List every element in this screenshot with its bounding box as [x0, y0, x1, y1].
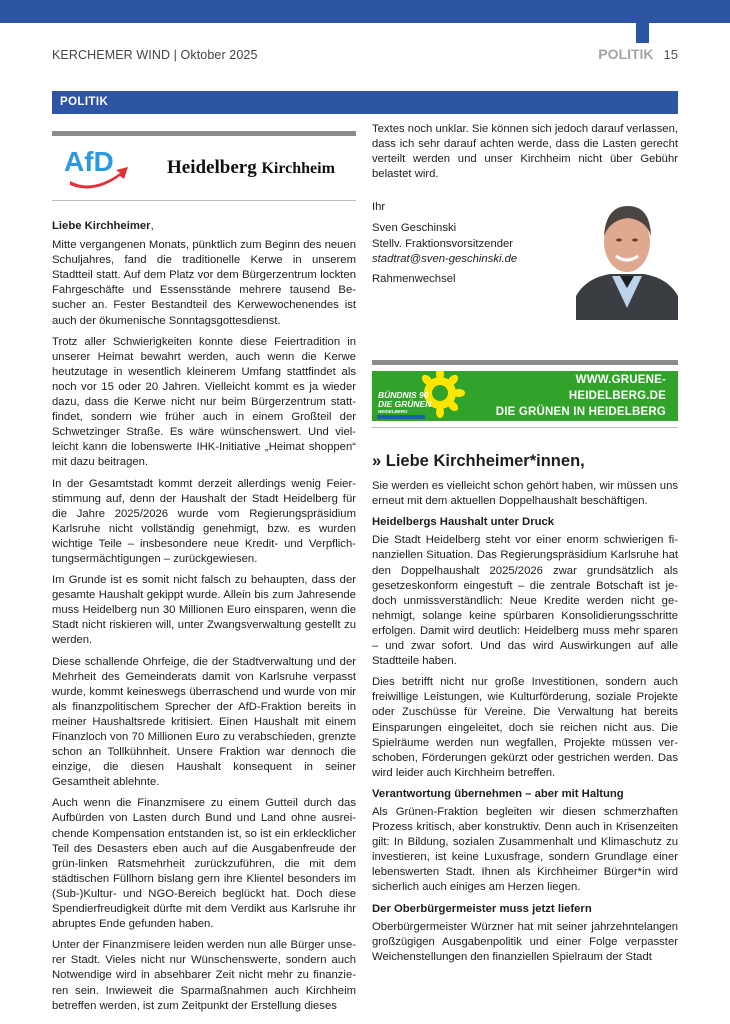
afd-paragraph: Auch wenn die Finanzmisere zu einem Gutteil durch das Aufbürden von Lasten durch Bund und Land ohne ausreichende Kompensation entstanden ist, so ist ein erklecklicher Teil des Desasters eben auch auf die Ausgabenfreude der grün-linken Ratsmehrheit zurückzuführen, die mit dem städtischen Füllhorn bislang gern ihre Klientel besonders im (Sub-)Kultur- und NGO-Bereich beglückt hat. Doch diese Spendierfreudigkeit dürfte mit dem Verdikt aus Karlsruhe ihr abruptes Ende gefunden haben.: [52, 797, 356, 931]
gruene-paragraph: Oberbürgermeister Würzner hat mit seiner jahrzehntelangen großzügigen Ausgabenpolitik und einer Folge verpasster Weichenstellungen den finanziellen Spielraum der Stadt: [372, 920, 678, 963]
gruene-paragraph: Als Grünen-Fraktion begleiten wir diesen schmerzhaften Prozess kritisch, aber konstruktiv. Denn auch in Krisenzeiten gilt: In Bildung, sozialen Zusammenhalt und Klimaschutz zu investieren, ist keine Luxusfrage, sondern Grundlage einer lebenswerten Stadt. Ihnen als Kirchheimer Bürger*in wird sicherlich auch einiges am Herzen liegen.: [372, 805, 678, 894]
publication-running-head: KERCHEMER WIND | Oktober 2025: [52, 48, 258, 62]
divider-thick: [372, 360, 678, 365]
logo-line-2: DIE GRÜNEN: [378, 399, 432, 409]
page-number: 15: [663, 47, 678, 62]
signature-closing: Ihr: [372, 201, 386, 214]
gruene-logo-text: [378, 391, 431, 415]
afd-greeting: [52, 219, 356, 234]
signature-note: Rahmenwechsel: [372, 272, 456, 285]
gruene-intro: Sie werden es vielleicht schon gehört haben, wir müssen uns erneut mit dem aktuellen Doppelhaushalt beschäftigen.: [372, 480, 678, 508]
afd-title-main: Heidelberg: [167, 156, 257, 178]
page-section-indicator: [598, 46, 678, 62]
afd-header: [52, 136, 356, 200]
afd-paragraph: Trotz aller Schwierigkeiten konnte diese Feiertradition in unserer Heimat bewahrt werden, auch wenn die Kerwe heutzutage in wesentlich kleinerem Umfang stattfindet als noch vor 15 oder 20 Jahren. Vielleicht kommt es ja wieder dazu, dass die Kerwe nicht nur beim Bürgerzentrum stattfindet, sondern wie früher auch in einem Großteil der Schwetzinger Straße. Es wäre wünschenswert. Und vielleicht kann die lobenswerte IHK-Initiative „Heimat shoppen“ mit dazu beitragen.: [52, 335, 356, 469]
gruene-tagline: DIE GRÜNEN IN HEIDELBERG: [495, 406, 666, 418]
gruene-banner-text: [482, 372, 678, 420]
top-color-bar: [0, 0, 730, 23]
logo-line-1: BÜNDNIS 90: [378, 390, 429, 400]
afd-paragraph: In der Gesamtstadt kommt derzeit allerdings wenig Feierstimmung auf, denn der Haushalt der Stadt Heidelberg für die Jahre 2025/2026 wurde vom Regierungspräsidium Karlsruhe nicht vollständig genehmigt, bzw. es wurden wichtige Teile – insbesondere neue Kredit- und Verpflichtungsermächtigungen – zurückgewiesen.: [52, 477, 356, 565]
divider-thin: [372, 427, 678, 428]
afd-article: [52, 131, 356, 1020]
afd-logo-icon: [62, 143, 132, 193]
logo-line-3: HEIDELBERG: [378, 409, 408, 414]
greeting-comma: ,: [150, 220, 154, 232]
afd-logo: [62, 143, 132, 193]
afd-title-sub: Kirchheim: [261, 159, 335, 177]
right-column: [372, 122, 678, 971]
section-banner: POLITIK: [52, 91, 678, 114]
afd-continuation: [372, 122, 678, 332]
gruene-heading: » Liebe Kirchheimer*innen,: [372, 452, 585, 470]
page-tab-marker: [636, 23, 649, 43]
gruene-paragraph: Dies betrifft nicht nur große Investitionen, sondern auch freiwillige Leistungen, wie Kulturförderung, soziale Projekte oder Zuschüsse für Vereine. Die Verwaltung hat bereits Einsparungen eingeleitet, doch sie reichen nicht aus. Die Spielräume werden nun wegfallen, Projekte müssen verschoben, Förderungen gekürzt oder gestrichen werden. Das wird leider auch Kirchheim betreffen.: [372, 676, 678, 779]
gruene-paragraph: Die Stadt Heidelberg steht vor einer enorm schwierigen finanziellen Situation. Das Regierungspräsidium Karlsruhe hat den Doppelhaushalt 2025/2026 zwar grundsätzlich als gesetzeskonform eingestuft – die zentrale Botschaft ist jedoch unmissverständlich: Neue Kredite werden nicht genehmigt, solange keine spürbaren Konsolidierungsschritte erfolgen. Damit wird deutlich: Heidelberg muss mehr sparen – und zwar sofort. Und das wird Auswirkungen auf alle Stadtteile haben.: [372, 534, 678, 668]
gruene-banner: [372, 371, 678, 421]
divider-thin: [52, 200, 356, 201]
svg-text:AfD: AfD: [64, 146, 114, 177]
signature-name: Sven Geschinski: [372, 222, 457, 235]
gruene-subheading: Verantwortung übernehmen – aber mit Haltung: [372, 787, 624, 800]
section-name: POLITIK: [598, 46, 654, 62]
afd-paragraph: Unter der Finanzmisere leiden werden nun alle Bürger unserer Stadt. Vieles nicht nur Wünschenswerte, sondern auch Notwendige wird in absehbarer Zeit nicht mehr zu finanzieren sein. Inwieweit die Sparmaßnahmen auch Kirchheim betreffen werden, ist zum Zeitpunkt der Erstellung dieses: [52, 939, 356, 1012]
afd-paragraph: Im Grunde ist es somit nicht falsch zu behaupten, dass der gesamte Haushalt gekippt wurde. Allein bis zum Jahresende muss Heidelberg nun 30 Millionen Euro einsparen, wenn die Stadt nicht riskieren will, unter Zwangsverwaltung gestellt zu werden.: [52, 574, 356, 647]
afd-title: [167, 156, 335, 178]
greeting-text: Liebe Kirchheimer: [52, 220, 151, 232]
portrait-image: [576, 196, 678, 320]
gruene-subheading: Der Oberbürgermeister muss jetzt liefern: [372, 902, 592, 915]
afd-continuation-text: Textes noch unklar. Sie können sich jedoch darauf verlassen, dass ich sehr darauf achten werde, dass die Lasten gerecht verteilt werden und unser Kirchheim nicht über Gebühr belastet wird.: [372, 123, 678, 181]
signature-email[interactable]: stadtrat@sven-geschinski.de: [372, 252, 518, 265]
author-portrait: [576, 196, 678, 320]
afd-paragraph: Diese schallende Ohrfeige, die der Stadtverwaltung und der Mehrheit des Gemeinderats damit von Karlsruhe verpasst wurde, kommt keineswegs überraschend und wurde von mir als finanzpolitischem Sprecher der AfD-Fraktion bereits in meiner Haushaltsrede kritisiert. Einen Haushalt mit einem Finanzloch von 70 Millionen Euro zu verabschieden, grenzte schon an Tollkühnheit. Unsere Fraktion war dennoch die einzige, die diesen Haushalt konsequent in seiner Gesamtheit ablehnte.: [52, 655, 356, 789]
gruene-url[interactable]: WWW.GRUENE-HEIDELBERG.DE: [568, 374, 666, 402]
gruene-subheading: Heidelbergs Haushalt unter Druck: [372, 516, 555, 529]
afd-paragraph: Mitte vergangenen Monats, pünktlich zum Beginn des neuen Schuljahres, fand die traditionelle Kerwe in unserem Stadtteil statt. Auf dem Platz vor dem Bürgerzentrum lockten Fahrgeschäfte und Essensstände mehrere tausend Besucher an. Fester Bestandteil des Kerwewochenendes ist auch der ökumenische Sonntagsgottesdienst.: [52, 239, 356, 327]
gruene-logo: [372, 371, 482, 421]
signature-role: Stellv. Fraktionsvorsitzender: [372, 237, 514, 250]
